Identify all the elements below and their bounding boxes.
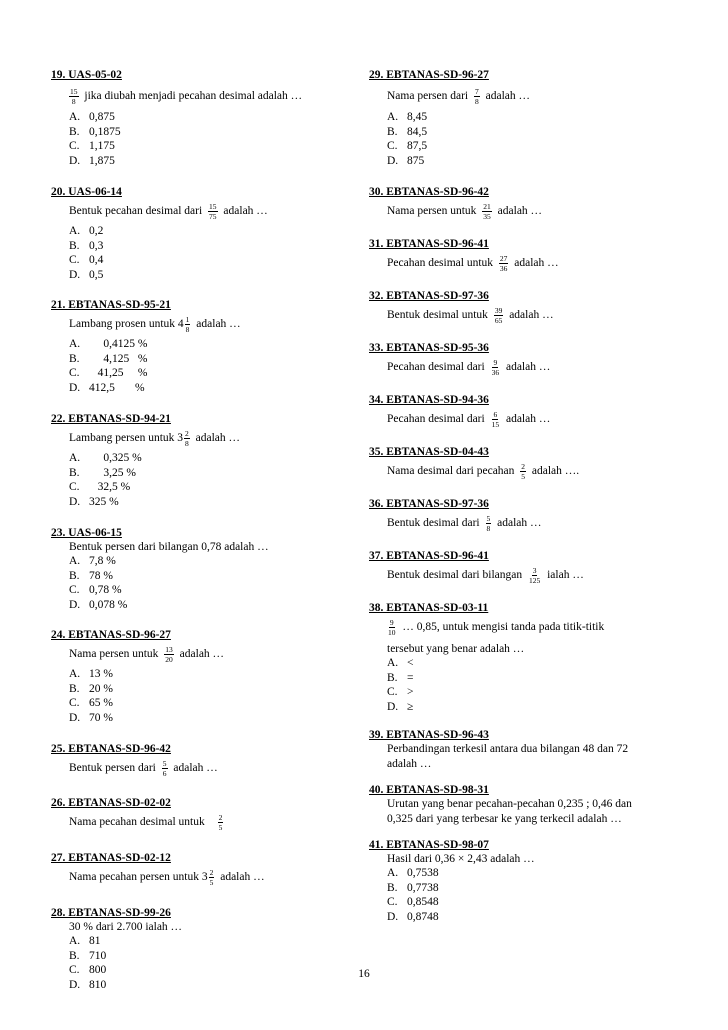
question-text: Pecahan desimal untuk $\frac{27}{36}$ adalah … [387, 253, 559, 273]
question-text: Bentuk desimal dari bilangan $\frac{3}{125}$ ialah … [387, 565, 584, 585]
option-d: D. 0,078 % [69, 598, 128, 611]
fraction: $\frac{15}{8}$ [70, 86, 78, 106]
question-27 [51, 851, 351, 890]
question-38 [369, 601, 669, 714]
question-header: 21. EBTANAS-SD-95-21 [51, 299, 171, 311]
question-text: Pecahan desimal dari $\frac{6}{15}$ adalah … [387, 409, 551, 429]
option-b: B. 0,7738 [387, 881, 439, 894]
option-d: D. 70 % [69, 711, 113, 724]
option-d: D. 325 % [69, 495, 119, 508]
fraction: $\frac{2}{5}$ [209, 867, 214, 887]
question-text: Nama pecahan desimal untuk $\frac{2}{5}$ [69, 812, 223, 832]
option-a: A. 0,2 [69, 225, 104, 237]
options-list [51, 337, 351, 395]
question-text: $\frac{15}{8}$ jika diubah menjadi pecahan desimal adalah … [70, 86, 303, 106]
option-a: A. 0,4125 % [69, 338, 148, 350]
question-34 [369, 393, 669, 432]
question-22 [51, 412, 351, 509]
question-32 [369, 289, 669, 328]
question-header: 39. EBTANAS-SD-96-43 [369, 729, 489, 741]
option-b: B. 0,3 [69, 239, 104, 252]
question-header: 23. UAS-06-15 [51, 527, 122, 539]
question-header: 41. EBTANAS-SD-98-07 [369, 839, 489, 851]
option-c: C. 800 [69, 964, 107, 976]
question-header: 24. EBTANAS-SD-96-27 [51, 629, 171, 641]
option-d: D. 810 [69, 978, 107, 991]
question-text: Bentuk pecahan desimal dari $\frac{15}{75}$ adalah … [69, 201, 268, 221]
question-25 [51, 742, 351, 781]
option-a: A. 0,325 % [69, 452, 142, 464]
option-b: B. 4,125 % [69, 352, 148, 365]
option-c: C. 87,5 [387, 140, 428, 152]
option-c: C. 1,175 [69, 140, 115, 152]
question-text: Nama persen untuk $\frac{13}{20}$ adalah … [69, 644, 225, 664]
question-text: Nama pecahan persen untuk 3 $\frac{2}{5}$ adalah … [69, 867, 265, 887]
option-c: C. 32,5 % [69, 481, 131, 493]
option-a: A. 0,7538 [387, 867, 439, 879]
option-a: A. 81 [69, 935, 101, 947]
question-41 [369, 838, 669, 924]
question-24 [51, 628, 351, 725]
question-text: Pecahan desimal dari $\frac{9}{36}$ adalah … [387, 357, 551, 377]
question-line-2: adalah … [387, 758, 432, 770]
question-text: Bentuk persen dari $\frac{5}{6}$ adalah … [69, 758, 218, 778]
option-c: C. 0,78 % [69, 584, 122, 596]
question-text: Bentuk persen dari bilangan 0,78 adalah … [69, 541, 269, 553]
option-a: A. 0,875 [69, 111, 115, 123]
question-30 [369, 185, 669, 224]
question-26 [51, 796, 351, 835]
question-20 [51, 185, 351, 282]
question-header: 26. EBTANAS-SD-02-02 [51, 797, 171, 809]
fraction: $\frac{5}{8}$ [486, 513, 491, 533]
question-33 [369, 341, 669, 380]
question-line-1: Perbandingan terkesil antara dua bilangan 48 dan 72 [387, 743, 629, 755]
option-d: D. 1,875 [69, 154, 115, 167]
fraction: $\frac{9}{10}$ [388, 617, 396, 637]
option-a: A. 8,45 [387, 111, 428, 123]
question-header: 35. EBTANAS-SD-04-43 [369, 446, 489, 458]
question-header: 30. EBTANAS-SD-96-42 [369, 186, 489, 198]
question-line-1: Urutan yang benar pecahan-pecahan 0,235 ; 0,46 dan [387, 798, 632, 810]
option-c: C. 41,25 % [69, 367, 148, 379]
question-39 [369, 728, 669, 772]
options-list [51, 224, 351, 282]
fraction: $\frac{6}{15}$ [491, 409, 500, 429]
options-list [369, 866, 669, 924]
fraction: $\frac{9}{36}$ [491, 357, 500, 377]
question-text: Nama persen untuk $\frac{21}{35}$ adalah … [387, 201, 543, 221]
question-header: 27. EBTANAS-SD-02-12 [51, 852, 171, 864]
question-text: 30 % dari 2.700 ialah … [69, 921, 183, 933]
options-list [51, 667, 351, 725]
option-c: C. 0,8548 [387, 896, 439, 908]
question-header: 28. EBTANAS-SD-99-26 [51, 907, 171, 919]
question-header: 38. EBTANAS-SD-03-11 [369, 602, 489, 614]
fraction: $\frac{2}{5}$ [218, 812, 223, 832]
question-text: Lambang persen untuk 3 $\frac{2}{8}$ adalah … [69, 428, 241, 448]
question-header: 22. EBTANAS-SD-94-21 [51, 413, 171, 425]
question-header: 34. EBTANAS-SD-94-36 [369, 394, 489, 406]
question-header: 40. EBTANAS-SD-98-31 [369, 784, 489, 796]
options-list [51, 451, 351, 509]
option-b: B. 20 % [69, 682, 113, 695]
option-b: B. 0,1875 [69, 125, 121, 138]
options-list [51, 934, 351, 992]
question-text: Bentuk desimal untuk $\frac{39}{65}$ adalah … [387, 305, 554, 325]
question-text: $\frac{9}{10}$ … 0,85, untuk mengisi tanda pada titik-titik [388, 617, 605, 637]
option-b: B. 710 [69, 949, 107, 962]
question-23 [51, 526, 351, 612]
question-21 [51, 298, 351, 395]
question-header: 20. UAS-06-14 [51, 186, 122, 198]
question-text: Bentuk desimal dari $\frac{5}{8}$ adalah … [387, 513, 542, 533]
options-list [369, 110, 669, 168]
question-header: 29. EBTANAS-SD-96-27 [369, 69, 489, 81]
question-36 [369, 497, 669, 536]
question-19 [51, 68, 351, 168]
option-d: D. 875 [387, 154, 425, 167]
question-text: Nama persen dari $\frac{7}{8}$ adalah … [387, 86, 530, 106]
question-header: 37. EBTANAS-SD-96-41 [369, 550, 489, 562]
fraction: $\frac{2}{8}$ [185, 428, 189, 448]
question-37 [369, 549, 669, 588]
options-list [51, 110, 351, 168]
option-d: D. ≥ [387, 700, 414, 713]
fraction: $\frac{15}{75}$ [209, 201, 217, 221]
question-header: 33. EBTANAS-SD-95-36 [369, 342, 489, 354]
fraction: $\frac{39}{65}$ [494, 305, 503, 325]
page-number: 16 [358, 968, 370, 980]
fraction: $\frac{2}{5}$ [521, 461, 526, 481]
option-c: C. 0,4 [69, 254, 104, 266]
question-header: 31. EBTANAS-SD-96-41 [369, 238, 489, 250]
question-31 [369, 237, 669, 276]
question-header: 25. EBTANAS-SD-96-42 [51, 743, 171, 755]
question-text: Hasil dari 0,36 × 2,43 adalah … [387, 853, 535, 865]
option-a: A. 7,8 % [69, 555, 116, 567]
question-text: Lambang prosen untuk 4 $\frac{1}{8}$ adalah … [69, 314, 241, 334]
option-d: D. 412,5 % [69, 381, 145, 394]
question-text-2: tersebut yang benar adalah … [387, 643, 525, 655]
right-column [369, 68, 669, 924]
fraction: $\frac{21}{35}$ [483, 201, 491, 221]
fraction: $\frac{5}{6}$ [162, 758, 167, 778]
options-list [369, 656, 669, 714]
question-40 [369, 783, 669, 827]
option-d: D. 0,8748 [387, 910, 439, 923]
fraction: $\frac{13}{20}$ [165, 644, 173, 664]
question-header: 36. EBTANAS-SD-97-36 [369, 498, 489, 510]
option-b: B. 84,5 [387, 125, 428, 138]
question-header: 19. UAS-05-02 [51, 69, 122, 81]
left-column [51, 68, 351, 992]
options-list [51, 554, 351, 612]
option-b: B. 78 % [69, 569, 113, 582]
option-c: C. 65 % [69, 697, 113, 709]
option-c: C. > [387, 686, 414, 698]
question-text: Nama desimal dari pecahan $\frac{2}{5}$ adalah …. [387, 461, 580, 481]
question-35 [369, 445, 669, 484]
fraction: $\frac{1}{8}$ [185, 314, 190, 334]
question-29 [369, 68, 669, 168]
fraction: $\frac{3}{125}$ [528, 565, 541, 585]
question-line-2: 0,325 dari yang terbesar ke yang terkecil adalah … [387, 813, 622, 825]
option-b: B. = [387, 671, 414, 684]
option-a: A. < [387, 657, 414, 669]
option-a: A. 13 % [69, 668, 113, 680]
fraction: $\frac{7}{8}$ [474, 86, 479, 106]
question-header: 32. EBTANAS-SD-97-36 [369, 290, 489, 302]
option-d: D. 0,5 [69, 268, 104, 281]
fraction: $\frac{27}{36}$ [499, 253, 508, 273]
option-b: B. 3,25 % [69, 466, 136, 479]
